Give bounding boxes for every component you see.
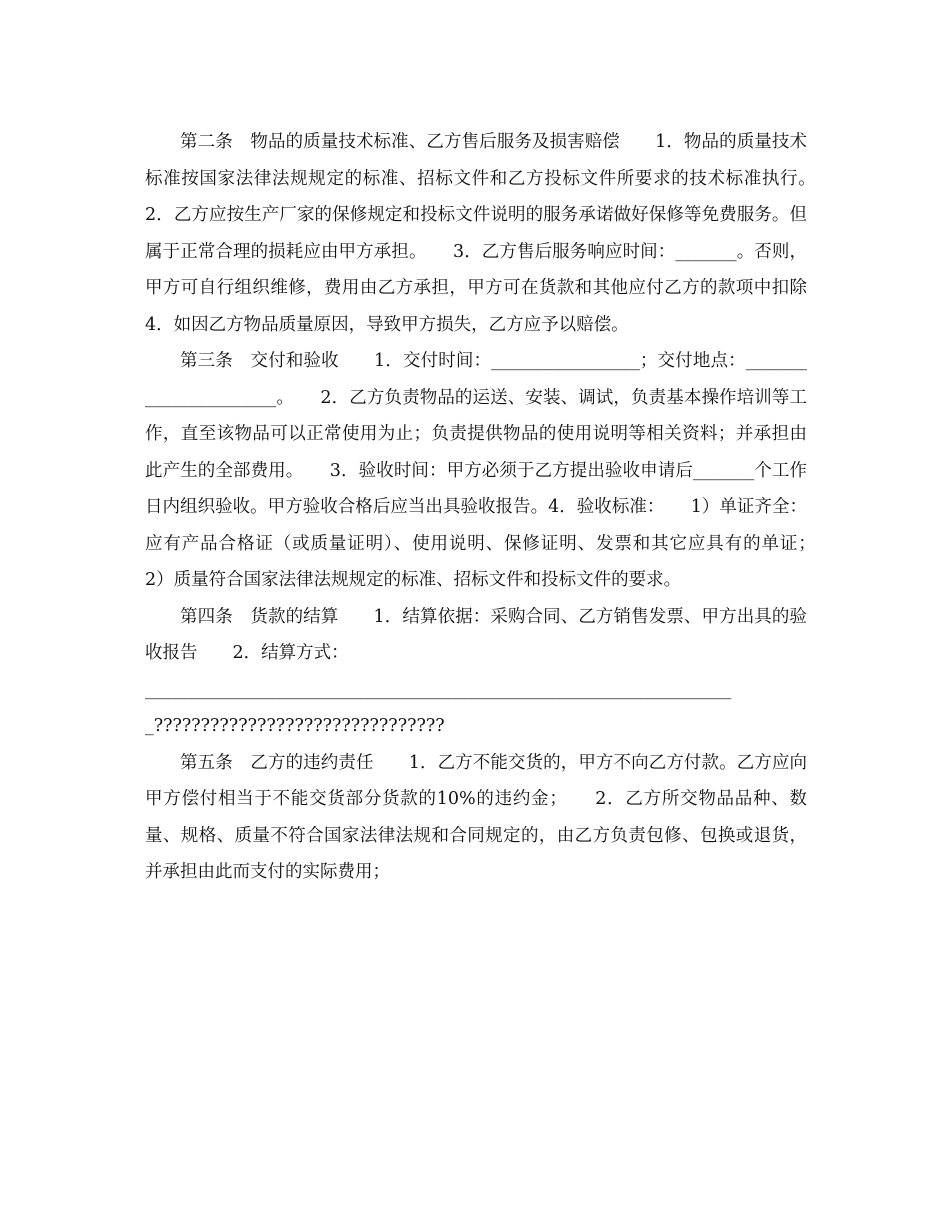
article-3-paragraph: 第三条 交付和验收 1．交付时间：_________________；交付地点：______________________。 2．乙方负责物品的运送、安装、调试，负责基本操作培训等工作，直至该物品可以正常使用为止；负责提供物品的使用说明等相关资料；并承担由此产生的全部费用。 3．验收时间：甲方必须于乙方提出验收申请后_______个工作日内组织验收。甲方验收合格后应当出具验收报告。4．验收标准： 1）单证齐全：应有产品合格证（或质量证明）、使用说明、保修证明、发票和其它应具有的单证； 2）质量符合国家法律法规规定的标准、招标文件和投标文件的要求。 <box>145 351 842 590</box>
article-5-paragraph: 第五条 乙方的违约责任 1．乙方不能交货的，甲方不向乙方付款。乙方应向甲方偿付相当于不能交货部分货款的10%的违约金； 2．乙方所交物品品种、数量、规格、质量不符合国家法律法规和合同规定的，由乙方负责包修、包换或退货，并承担由此而支付的实际费用； <box>145 752 807 882</box>
settlement-method-blank-line: ____________________________________________________________________??????????????????????????????? <box>145 679 732 736</box>
article-2-paragraph: 第二条 物品的质量技术标准、乙方售后服务及损害赔偿 1．物品的质量技术标准按国家法律法规规定的标准、招标文件和乙方投标文件所要求的技术标准执行。 2．乙方应按生产厂家的保修规定和投标文件说明的服务承诺做好保修等免费服务。但属于正常合理的损耗应由甲方承担。 3．乙方售后服务响应时间：_______。否则，甲方可自行组织维修，费用由乙方承担，甲方可在货款和其他应付乙方的款项中扣除 4．如因乙方物品质量原因，导致甲方损失，乙方应予以赔偿。 <box>145 132 842 335</box>
article-4-paragraph: 第四条 货款的结算 1．结算依据：采购合同、乙方销售发票、甲方出具的验收报告 2．结算方式： <box>145 606 807 663</box>
document-body <box>145 124 842 891</box>
